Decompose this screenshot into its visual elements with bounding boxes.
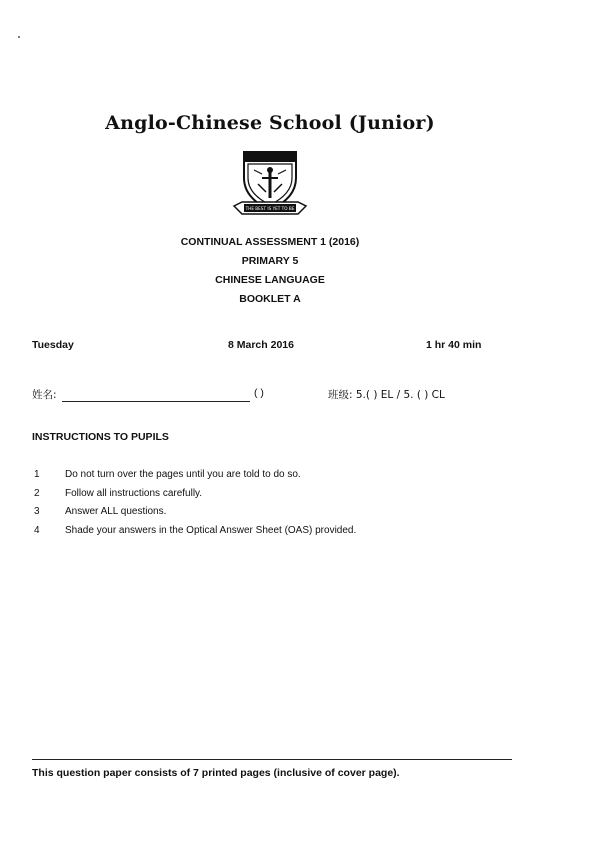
instruction-number: 4 — [34, 525, 40, 536]
name-label: 姓名: — [32, 389, 57, 401]
exam-day: Tuesday — [32, 339, 74, 351]
crest-motto: THE BEST IS YET TO BE — [245, 206, 295, 211]
name-field[interactable] — [62, 401, 250, 402]
class-field[interactable]: 班级: 5.( ) EL / 5. ( ) CL — [328, 389, 445, 401]
school-name: Anglo-Chinese School (Junior) — [105, 112, 435, 134]
subject-label: CHINESE LANGUAGE — [215, 274, 325, 286]
instruction-text: Do not turn over the pages until you are told to do so. — [65, 469, 301, 480]
footer-divider — [32, 759, 512, 760]
exam-date: 8 March 2016 — [228, 339, 294, 351]
booklet-label: BOOKLET A — [239, 293, 301, 305]
instruction-text: Answer ALL questions. — [65, 506, 167, 517]
instructions-heading: INSTRUCTIONS TO PUPILS — [32, 431, 169, 443]
page-count-note: This question paper consists of 7 printed pages (inclusive of cover page). — [32, 767, 400, 779]
instruction-number: 2 — [34, 488, 40, 499]
exam-duration: 1 hr 40 min — [426, 339, 482, 351]
instruction-text: Follow all instructions carefully. — [65, 488, 203, 499]
instruction-text: Shade your answers in the Optical Answer Sheet (OAS) provided. — [65, 525, 357, 536]
scan-speck — [18, 36, 20, 38]
school-crest-icon — [232, 148, 308, 220]
instruction-number: 1 — [34, 469, 40, 480]
instruction-number: 3 — [34, 506, 40, 517]
index-number-field[interactable]: ( ) — [254, 387, 264, 399]
exam-title: CONTINUAL ASSESSMENT 1 (2016) — [180, 236, 360, 248]
level-label: PRIMARY 5 — [241, 255, 299, 267]
